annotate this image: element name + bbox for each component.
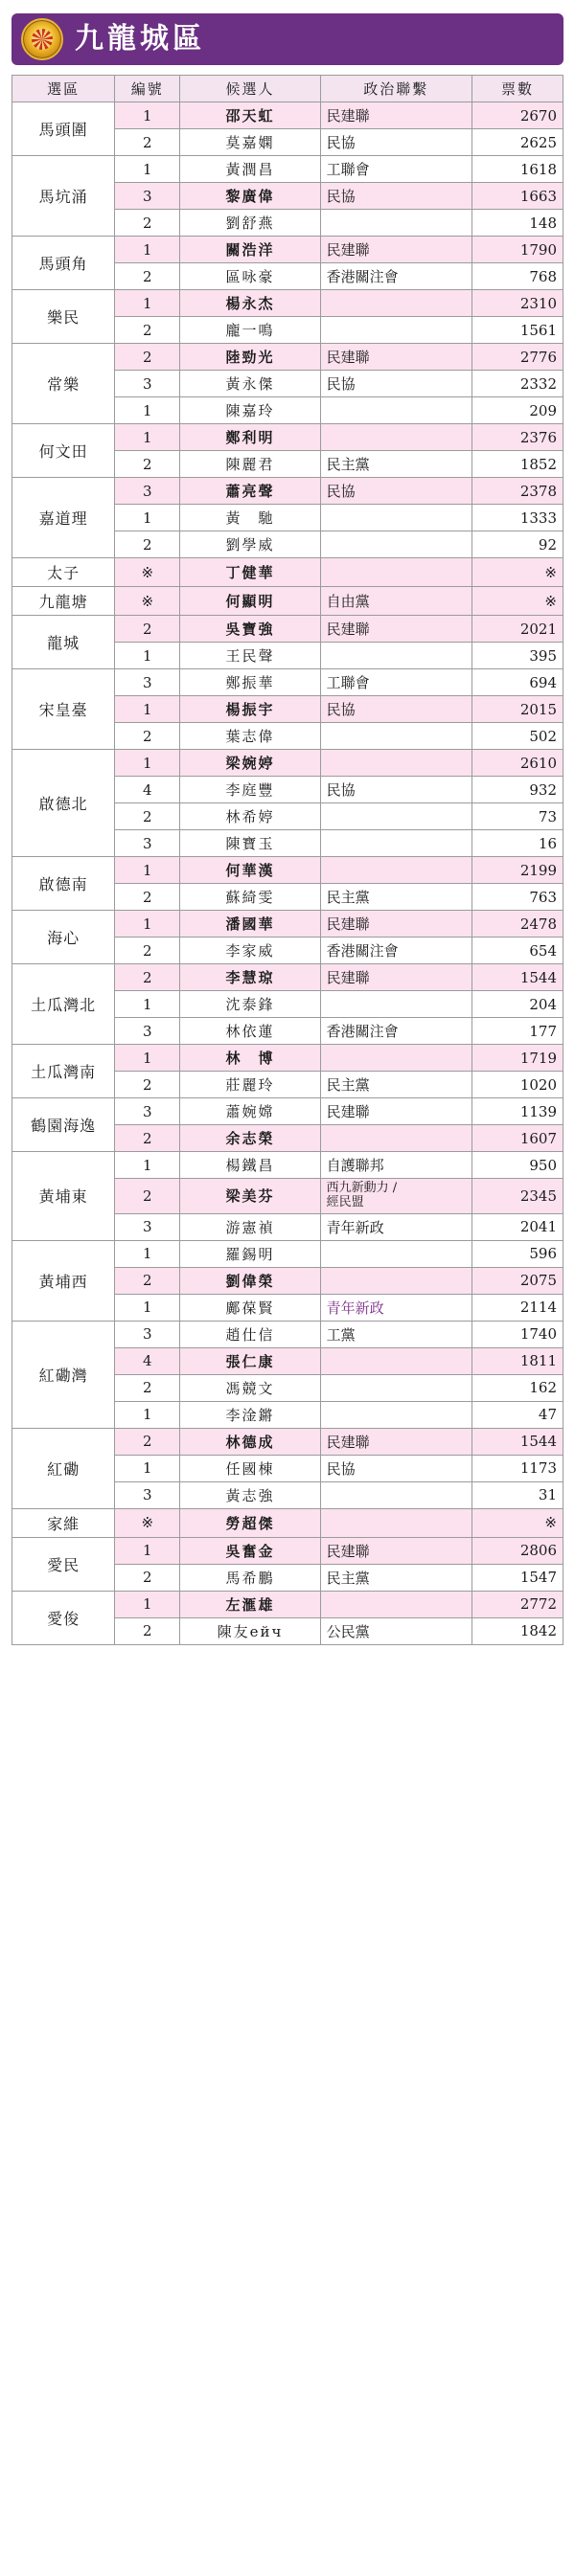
vote-count-cell: 2114: [472, 1294, 563, 1321]
table-row: [12, 1591, 564, 1617]
candidate-number-cell: 1: [115, 290, 180, 317]
vote-count-cell: 2610: [472, 750, 563, 777]
candidate-number-cell: 2: [115, 344, 180, 371]
candidate-name-cell: 陳麗君: [180, 451, 320, 478]
candidate-name-cell: 王民聲: [180, 643, 320, 669]
vote-count-cell: 2041: [472, 1213, 563, 1240]
party-affiliation-cell: 青年新政: [320, 1294, 472, 1321]
district-cell: 黃埔西: [12, 1240, 115, 1321]
vote-count-cell: 148: [472, 210, 563, 237]
party-affiliation-cell: [320, 1401, 472, 1428]
candidate-name-cell: 李慧琼: [180, 964, 320, 991]
party-affiliation-cell: 西九新動力 / 經民盟: [320, 1179, 472, 1214]
district-cell: 嘉道理: [12, 478, 115, 558]
candidate-number-cell: 1: [115, 1537, 180, 1564]
candidate-name-cell: 李家威: [180, 938, 320, 964]
vote-count-cell: 2345: [472, 1179, 563, 1214]
vote-count-cell: 694: [472, 669, 563, 696]
party-affiliation-cell: [320, 317, 472, 344]
party-affiliation-cell: 民主黨: [320, 451, 472, 478]
party-affiliation-cell: 青年新政: [320, 1213, 472, 1240]
district-cell: 鶴園海逸: [12, 1098, 115, 1152]
candidate-name-cell: 潘國華: [180, 911, 320, 938]
candidate-number-cell: 2: [115, 1564, 180, 1591]
candidate-name-cell: 陸勁光: [180, 344, 320, 371]
candidate-number-cell: ※: [115, 558, 180, 587]
candidate-name-cell: 鄭利明: [180, 424, 320, 451]
candidate-name-cell: 林依蓮: [180, 1018, 320, 1045]
table-row: [12, 1428, 564, 1455]
table-row: [12, 750, 564, 777]
page-title: 九龍城區: [75, 22, 205, 56]
district-cell: 宋皇臺: [12, 669, 115, 750]
column-header-number: 編號: [115, 76, 180, 102]
vote-count-cell: 2478: [472, 911, 563, 938]
district-cell: 黃埔東: [12, 1152, 115, 1241]
candidate-number-cell: 2: [115, 1617, 180, 1644]
candidate-number-cell: 1: [115, 1401, 180, 1428]
vote-count-cell: 2776: [472, 344, 563, 371]
candidate-name-cell: 丁健華: [180, 558, 320, 587]
party-affiliation-cell: 工聯會: [320, 669, 472, 696]
candidate-name-cell: 蕭亮聲: [180, 478, 320, 505]
district-cell: 龍城: [12, 616, 115, 669]
candidate-name-cell: 勞超傑: [180, 1508, 320, 1537]
table-row: [12, 669, 564, 696]
district-cell: 土瓜灣南: [12, 1045, 115, 1098]
column-header-votes: 票數: [472, 76, 563, 102]
party-affiliation-cell: [320, 558, 472, 587]
district-cell: 常樂: [12, 344, 115, 424]
candidate-number-cell: 2: [115, 723, 180, 750]
party-affiliation-cell: [320, 1125, 472, 1152]
vote-count-cell: 1852: [472, 451, 563, 478]
candidate-number-cell: 4: [115, 777, 180, 803]
vote-count-cell: 204: [472, 991, 563, 1018]
candidate-number-cell: 1: [115, 397, 180, 424]
table-row: [12, 616, 564, 643]
party-affiliation-cell: [320, 1045, 472, 1072]
candidate-number-cell: 2: [115, 210, 180, 237]
district-cell: 太子: [12, 558, 115, 587]
candidate-number-cell: 2: [115, 938, 180, 964]
candidate-name-cell: 游憲禎: [180, 1213, 320, 1240]
vote-count-cell: 1544: [472, 964, 563, 991]
vote-count-cell: 16: [472, 830, 563, 857]
district-banner: [12, 13, 564, 65]
candidate-number-cell: 2: [115, 964, 180, 991]
vote-count-cell: 768: [472, 263, 563, 290]
column-header-candidate: 候選人: [180, 76, 320, 102]
table-row: [12, 344, 564, 371]
party-affiliation-cell: [320, 1591, 472, 1617]
vote-count-cell: 209: [472, 397, 563, 424]
district-cell: 愛民: [12, 1537, 115, 1591]
candidate-number-cell: 2: [115, 1125, 180, 1152]
party-affiliation-cell: 民主黨: [320, 884, 472, 911]
party-affiliation-cell: 民協: [320, 371, 472, 397]
candidate-number-cell: 3: [115, 1018, 180, 1045]
candidate-number-cell: 1: [115, 102, 180, 129]
candidate-name-cell: 黃志強: [180, 1481, 320, 1508]
party-affiliation-cell: [320, 397, 472, 424]
party-affiliation-cell: [320, 210, 472, 237]
candidate-name-cell: 楊永杰: [180, 290, 320, 317]
candidate-number-cell: 4: [115, 1347, 180, 1374]
candidate-number-cell: 1: [115, 911, 180, 938]
candidate-number-cell: 2: [115, 1374, 180, 1401]
district-cell: 馬坑涌: [12, 156, 115, 237]
party-affiliation-cell: 民建聯: [320, 102, 472, 129]
party-affiliation-cell: 香港關注會: [320, 1018, 472, 1045]
party-affiliation-cell: 工聯會: [320, 156, 472, 183]
party-affiliation-cell: 民建聯: [320, 964, 472, 991]
table-row: [12, 911, 564, 938]
candidate-name-cell: 龐一鳴: [180, 317, 320, 344]
candidate-name-cell: 劉舒燕: [180, 210, 320, 237]
vote-count-cell: 73: [472, 803, 563, 830]
vote-count-cell: 177: [472, 1018, 563, 1045]
table-row: [12, 587, 564, 616]
candidate-name-cell: 吳奮金: [180, 1537, 320, 1564]
candidate-number-cell: 3: [115, 183, 180, 210]
party-affiliation-cell: [320, 505, 472, 531]
candidate-name-cell: 左滙雄: [180, 1591, 320, 1617]
candidate-number-cell: 2: [115, 531, 180, 558]
district-cell: 啟德北: [12, 750, 115, 857]
candidate-name-cell: 林 博: [180, 1045, 320, 1072]
candidate-name-cell: 陳友ейч: [180, 1617, 320, 1644]
table-header: [12, 76, 564, 102]
candidate-name-cell: 蘇綺雯: [180, 884, 320, 911]
candidate-number-cell: 3: [115, 830, 180, 857]
candidate-name-cell: 黃永傑: [180, 371, 320, 397]
candidate-name-cell: 陳嘉玲: [180, 397, 320, 424]
vote-count-cell: 2625: [472, 129, 563, 156]
party-affiliation-cell: 民協: [320, 183, 472, 210]
party-affiliation-cell: 公民黨: [320, 1617, 472, 1644]
candidate-number-cell: 1: [115, 424, 180, 451]
party-affiliation-cell: 民協: [320, 696, 472, 723]
vote-count-cell: 763: [472, 884, 563, 911]
district-cell: 樂民: [12, 290, 115, 344]
vote-count-cell: 932: [472, 777, 563, 803]
candidate-name-cell: 梁婉婷: [180, 750, 320, 777]
candidate-name-cell: 李淦鏘: [180, 1401, 320, 1428]
candidate-name-cell: 楊鐵昌: [180, 1152, 320, 1179]
vote-count-cell: ※: [472, 587, 563, 616]
party-affiliation-cell: [320, 1374, 472, 1401]
candidate-number-cell: 1: [115, 991, 180, 1018]
party-affiliation-cell: 民建聯: [320, 1428, 472, 1455]
table-row: [12, 558, 564, 587]
vote-count-cell: 502: [472, 723, 563, 750]
vote-count-cell: 1740: [472, 1321, 563, 1347]
table-row: [12, 102, 564, 129]
candidate-number-cell: 1: [115, 643, 180, 669]
candidate-name-cell: 馬希鵬: [180, 1564, 320, 1591]
candidate-name-cell: 劉偉榮: [180, 1267, 320, 1294]
party-affiliation-cell: 民協: [320, 129, 472, 156]
candidate-number-cell: 1: [115, 1240, 180, 1267]
vote-count-cell: 1333: [472, 505, 563, 531]
party-affiliation-cell: 民主黨: [320, 1564, 472, 1591]
party-affiliation-cell: 民協: [320, 777, 472, 803]
candidate-name-cell: 張仁康: [180, 1347, 320, 1374]
vote-count-cell: 2015: [472, 696, 563, 723]
district-cell: 馬頭角: [12, 237, 115, 290]
candidate-number-cell: 2: [115, 1428, 180, 1455]
party-affiliation-cell: 工黨: [320, 1321, 472, 1347]
district-cell: 馬頭圍: [12, 102, 115, 156]
candidate-number-cell: 2: [115, 1267, 180, 1294]
party-affiliation-cell: [320, 424, 472, 451]
vote-count-cell: 1842: [472, 1617, 563, 1644]
vote-count-cell: ※: [472, 1508, 563, 1537]
candidate-number-cell: 1: [115, 1152, 180, 1179]
candidate-number-cell: 1: [115, 505, 180, 531]
candidate-name-cell: 黎廣偉: [180, 183, 320, 210]
party-affiliation-cell: 民建聯: [320, 1537, 472, 1564]
candidate-name-cell: 任國棟: [180, 1455, 320, 1481]
candidate-name-cell: 林德成: [180, 1428, 320, 1455]
candidate-name-cell: 余志榮: [180, 1125, 320, 1152]
vote-count-cell: 1618: [472, 156, 563, 183]
party-affiliation-cell: [320, 1481, 472, 1508]
table-row: [12, 478, 564, 505]
party-affiliation-cell: 民建聯: [320, 237, 472, 263]
candidate-number-cell: 3: [115, 478, 180, 505]
candidate-number-cell: ※: [115, 1508, 180, 1537]
candidate-name-cell: 楊振宇: [180, 696, 320, 723]
candidate-name-cell: 黃 馳: [180, 505, 320, 531]
vote-count-cell: 2310: [472, 290, 563, 317]
party-affiliation-cell: 香港關注會: [320, 263, 472, 290]
vote-count-cell: 2075: [472, 1267, 563, 1294]
hk-emblem-icon: [21, 18, 63, 60]
candidate-name-cell: 林希婷: [180, 803, 320, 830]
vote-count-cell: 2670: [472, 102, 563, 129]
candidate-number-cell: 2: [115, 263, 180, 290]
district-cell: 九龍塘: [12, 587, 115, 616]
candidate-name-cell: 鄭振華: [180, 669, 320, 696]
candidate-name-cell: 黃潤昌: [180, 156, 320, 183]
party-affiliation-cell: 民建聯: [320, 911, 472, 938]
vote-count-cell: 596: [472, 1240, 563, 1267]
district-cell: 啟德南: [12, 857, 115, 911]
candidate-number-cell: 3: [115, 1098, 180, 1125]
party-affiliation-cell: 民建聯: [320, 616, 472, 643]
candidate-number-cell: 1: [115, 857, 180, 884]
candidate-number-cell: 3: [115, 1213, 180, 1240]
candidate-number-cell: 1: [115, 1591, 180, 1617]
district-cell: 何文田: [12, 424, 115, 478]
table-row: [12, 156, 564, 183]
candidate-name-cell: 葉志偉: [180, 723, 320, 750]
candidate-number-cell: 1: [115, 156, 180, 183]
candidate-name-cell: 何華漢: [180, 857, 320, 884]
vote-count-cell: 1020: [472, 1072, 563, 1098]
vote-count-cell: 1173: [472, 1455, 563, 1481]
party-affiliation-cell: [320, 723, 472, 750]
table-row: [12, 1537, 564, 1564]
party-affiliation-cell: [320, 290, 472, 317]
election-results-table: [12, 75, 564, 1645]
vote-count-cell: 395: [472, 643, 563, 669]
vote-count-cell: ※: [472, 558, 563, 587]
vote-count-cell: 1719: [472, 1045, 563, 1072]
candidate-number-cell: 2: [115, 616, 180, 643]
table-row: [12, 857, 564, 884]
candidate-number-cell: 3: [115, 1321, 180, 1347]
table-row: [12, 1098, 564, 1125]
table-row: [12, 1321, 564, 1347]
candidate-number-cell: 1: [115, 237, 180, 263]
district-cell: 紅磡灣: [12, 1321, 115, 1428]
district-cell: 愛俊: [12, 1591, 115, 1644]
candidate-name-cell: 區咏豪: [180, 263, 320, 290]
party-affiliation-cell: [320, 750, 472, 777]
party-affiliation-cell: 民協: [320, 1455, 472, 1481]
party-affiliation-cell: 民建聯: [320, 1098, 472, 1125]
column-header-affiliation: 政治聯繫: [320, 76, 472, 102]
table-row: [12, 290, 564, 317]
district-cell: 海心: [12, 911, 115, 964]
district-cell: 土瓜灣北: [12, 964, 115, 1045]
candidate-name-cell: 吳寶強: [180, 616, 320, 643]
vote-count-cell: 162: [472, 1374, 563, 1401]
vote-count-cell: 2806: [472, 1537, 563, 1564]
district-cell: 紅磡: [12, 1428, 115, 1508]
table-header-row: [12, 76, 564, 102]
vote-count-cell: 1607: [472, 1125, 563, 1152]
column-header-district: 選區: [12, 76, 115, 102]
candidate-name-cell: 關浩洋: [180, 237, 320, 263]
party-affiliation-cell: [320, 1267, 472, 1294]
table-row: [12, 1240, 564, 1267]
candidate-number-cell: 3: [115, 371, 180, 397]
candidate-number-cell: ※: [115, 587, 180, 616]
party-affiliation-cell: 香港關注會: [320, 938, 472, 964]
party-affiliation-cell: 民主黨: [320, 1072, 472, 1098]
candidate-number-cell: 2: [115, 1072, 180, 1098]
candidate-name-cell: 馮競文: [180, 1374, 320, 1401]
candidate-name-cell: 李庭豐: [180, 777, 320, 803]
party-affiliation-cell: [320, 803, 472, 830]
table-row: [12, 1508, 564, 1537]
vote-count-cell: 2772: [472, 1591, 563, 1617]
vote-count-cell: 950: [472, 1152, 563, 1179]
candidate-number-cell: 1: [115, 1455, 180, 1481]
candidate-name-cell: 羅錫明: [180, 1240, 320, 1267]
vote-count-cell: 2021: [472, 616, 563, 643]
candidate-number-cell: 3: [115, 669, 180, 696]
table-row: [12, 964, 564, 991]
vote-count-cell: 1139: [472, 1098, 563, 1125]
vote-count-cell: 1544: [472, 1428, 563, 1455]
vote-count-cell: 31: [472, 1481, 563, 1508]
candidate-name-cell: 趙仕信: [180, 1321, 320, 1347]
vote-count-cell: 654: [472, 938, 563, 964]
party-affiliation-cell: 民建聯: [320, 344, 472, 371]
party-affiliation-cell: [320, 1240, 472, 1267]
vote-count-cell: 2199: [472, 857, 563, 884]
table-row: [12, 1152, 564, 1179]
party-affiliation-cell: [320, 991, 472, 1018]
party-affiliation-cell: [320, 1347, 472, 1374]
vote-count-cell: 1811: [472, 1347, 563, 1374]
candidate-number-cell: 1: [115, 1294, 180, 1321]
table-row: [12, 237, 564, 263]
party-affiliation-cell: [320, 531, 472, 558]
candidate-number-cell: 2: [115, 1179, 180, 1214]
vote-count-cell: 92: [472, 531, 563, 558]
candidate-number-cell: 2: [115, 803, 180, 830]
candidate-number-cell: 1: [115, 696, 180, 723]
candidate-number-cell: 2: [115, 884, 180, 911]
candidate-name-cell: 邵天虹: [180, 102, 320, 129]
candidate-number-cell: 2: [115, 317, 180, 344]
candidate-number-cell: 1: [115, 1045, 180, 1072]
candidate-name-cell: 鄺葆賢: [180, 1294, 320, 1321]
district-cell: 家維: [12, 1508, 115, 1537]
candidate-number-cell: 2: [115, 451, 180, 478]
table-row: [12, 1045, 564, 1072]
vote-count-cell: 1663: [472, 183, 563, 210]
party-affiliation-cell: 自護聯邦: [320, 1152, 472, 1179]
party-affiliation-cell: 民協: [320, 478, 472, 505]
vote-count-cell: 2376: [472, 424, 563, 451]
vote-count-cell: 1561: [472, 317, 563, 344]
candidate-name-cell: 莫嘉嫻: [180, 129, 320, 156]
vote-count-cell: 1547: [472, 1564, 563, 1591]
candidate-number-cell: 1: [115, 750, 180, 777]
candidate-name-cell: 劉學威: [180, 531, 320, 558]
candidate-name-cell: 莊麗玲: [180, 1072, 320, 1098]
party-affiliation-cell: [320, 643, 472, 669]
candidate-name-cell: 陳寶玉: [180, 830, 320, 857]
candidate-number-cell: 2: [115, 129, 180, 156]
table-row: [12, 424, 564, 451]
candidate-number-cell: 3: [115, 1481, 180, 1508]
candidate-name-cell: 蕭婉嫦: [180, 1098, 320, 1125]
candidate-name-cell: 何顯明: [180, 587, 320, 616]
vote-count-cell: 2378: [472, 478, 563, 505]
vote-count-cell: 1790: [472, 237, 563, 263]
vote-count-cell: 47: [472, 1401, 563, 1428]
party-affiliation-cell: [320, 857, 472, 884]
party-affiliation-cell: [320, 1508, 472, 1537]
candidate-name-cell: 梁美芬: [180, 1179, 320, 1214]
vote-count-cell: 2332: [472, 371, 563, 397]
party-affiliation-cell: [320, 830, 472, 857]
table-body: [12, 102, 564, 1645]
candidate-name-cell: 沈泰鋒: [180, 991, 320, 1018]
party-affiliation-cell: 自由黨: [320, 587, 472, 616]
